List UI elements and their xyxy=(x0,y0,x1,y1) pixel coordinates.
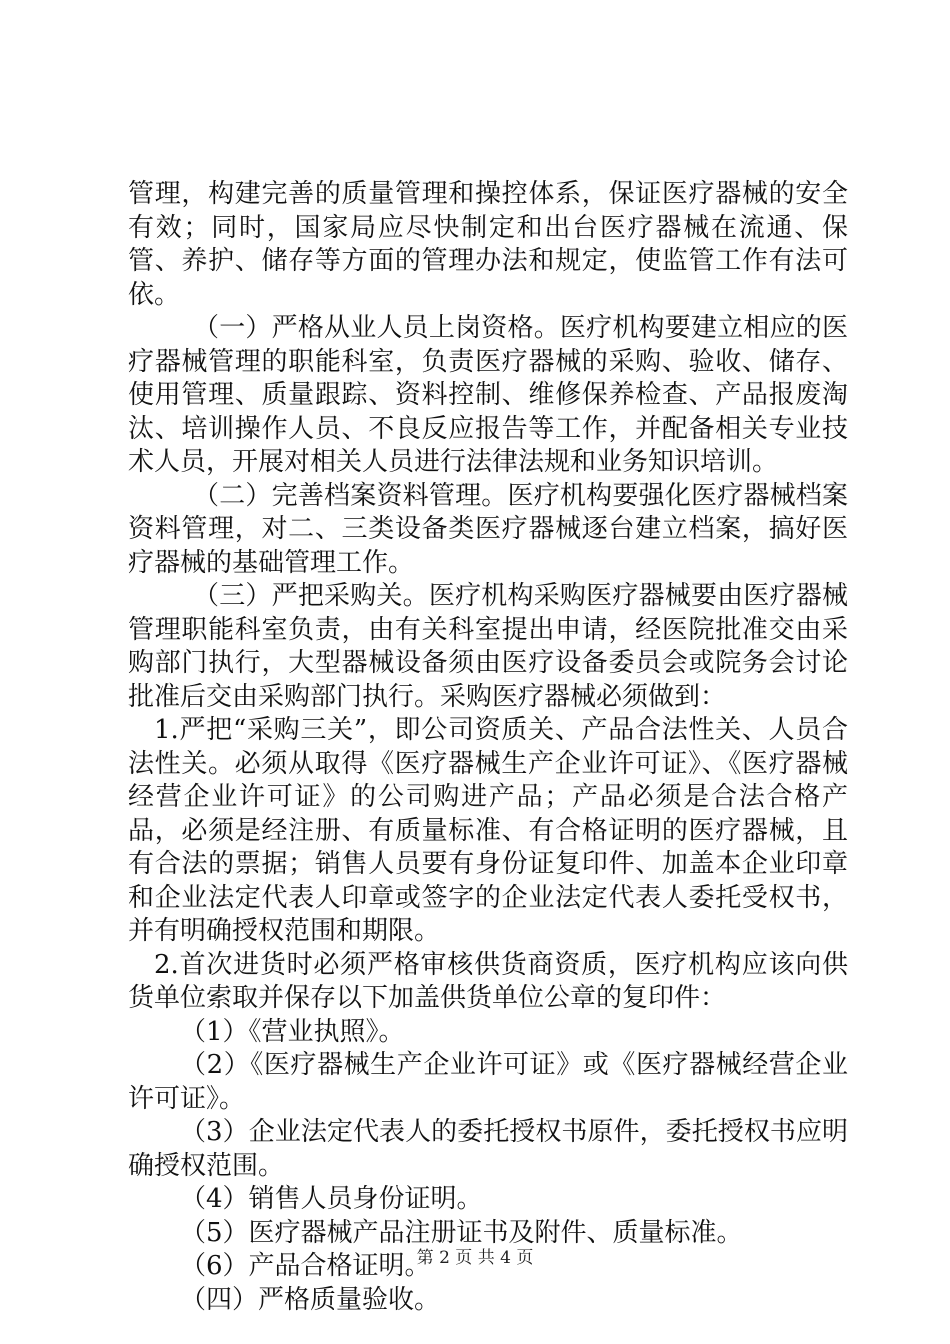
document-body xyxy=(128,178,848,1317)
paragraph-section-4: （四）严格质量验收。 xyxy=(180,1284,441,1315)
paragraph-subitem-6: （6）产品合格证明。 xyxy=(180,1251,431,1281)
paragraph-section-1: （一）严格从业人员上岗资格。医疗机构要建立相应的医疗器械管理的职能科室，负责医疗器械的采购、验收、储存、使用管理、质量跟踪、资料控制、维修保养检查、产品报废淘汰、培训操作人员、不良反应报告等工作，并配备相关专业技术人员，开展对相关人员进行法律法规和业务知识培训。 xyxy=(128,313,848,477)
paragraph-continuation: 管理，构建完善的质量管理和操控体系，保证医疗器械的安全有效；同时，国家局应尽快制定和出台医疗器械在流通、保管、养护、储存等方面的管理办法和规定，使监管工作有法可依。 xyxy=(128,179,848,310)
paragraph-subitem-1: （1）《营业执照》。 xyxy=(180,1016,405,1047)
paragraph-item-2: 2.首次进货时必须严格审核供货商资质，医疗机构应该向供货单位索取并保存以下加盖供货单位公章的复印件： xyxy=(128,949,848,1013)
paragraph-subitem-2: （2）《医疗器械生产企业许可证》或《医疗器械经营企业许可证》。 xyxy=(128,1050,848,1114)
paragraph-subitem-4: （4）销售人员身份证明。 xyxy=(180,1184,483,1214)
paragraph-section-2: （二）完善档案资料管理。医疗机构要强化医疗器械档案资料管理，对二、三类设备类医疗器械逐台建立档案，搞好医疗器械的基础管理工作。 xyxy=(128,480,848,578)
paragraph-subitem-5: （5）医疗器械产品注册证书及附件、质量标准。 xyxy=(180,1217,743,1248)
paragraph-item-1: 1.严把“采购三关”，即公司资质关、产品合法性关、人员合法性关。必须从取得《医疗器械生产企业许可证》、《医疗器械经营企业许可证》的公司购进产品；产品必须是合法合格产品，必须是经注册、有质量标准、有合格证明的医疗器械，且有合法的票据；销售人员要有身份证复印件、加盖本企业印章和企业法定代表人印章或签字的企业法定代表人委托受权书，并有明确授权范围和期限。 xyxy=(128,715,848,946)
page-footer: 第 2 页 共 4 页 xyxy=(416,1248,534,1268)
paragraph-subitem-3: （3）企业法定代表人的委托授权书原件，委托授权书应明确授权范围。 xyxy=(128,1117,848,1181)
paragraph-section-3: （三）严把采购关。医疗机构采购医疗器械要由医疗器械管理职能科室负责，由有关科室提出申请，经医院批准交由采购部门执行，大型器械设备须由医疗设备委员会或院务会讨论批准后交由采购部门执行。采购医疗器械必须做到： xyxy=(128,581,848,712)
